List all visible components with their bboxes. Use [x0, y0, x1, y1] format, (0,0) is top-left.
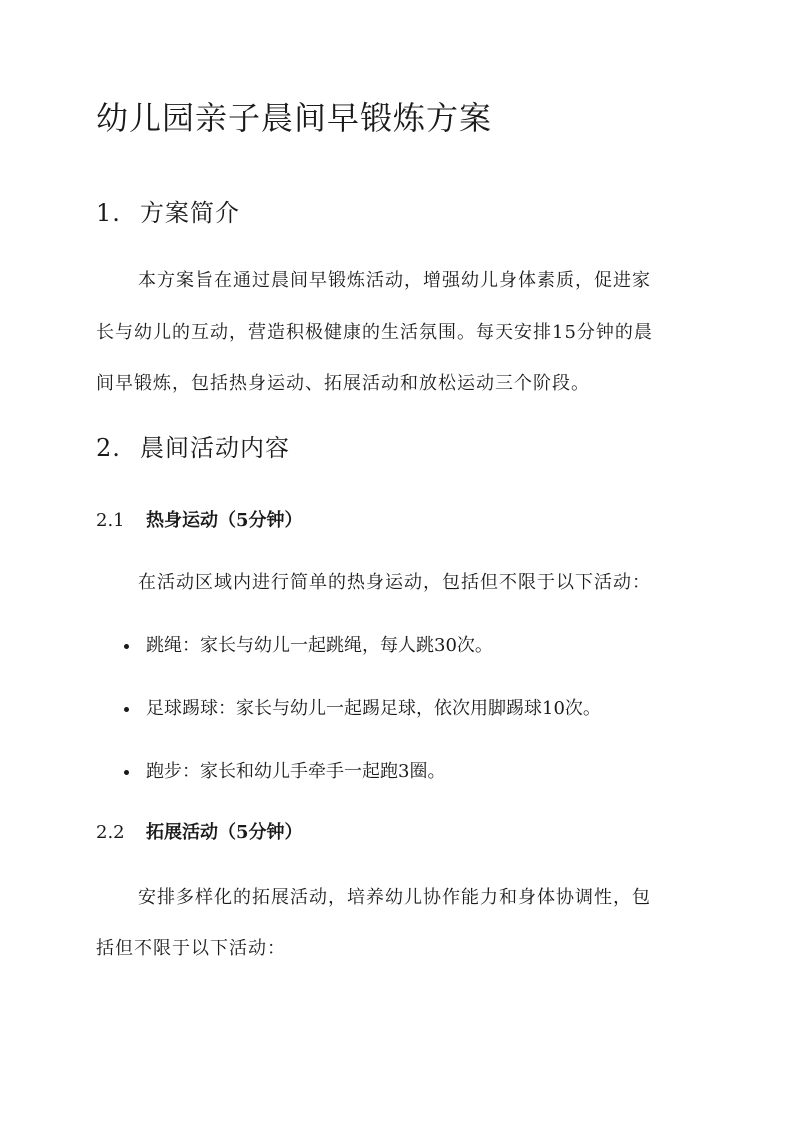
list-item	[146, 696, 601, 722]
bullet-icon	[124, 770, 129, 775]
document-title: 幼儿园亲子晨间早锻炼方案	[96, 99, 493, 137]
paragraph-line: 长与幼儿的互动，营造积极健康的生活氛围。每天安排15分钟的晨	[96, 322, 653, 343]
subsection-heading-text: 拓展活动（5分钟）	[146, 822, 303, 843]
subsection-heading-text: 热身运动（5分钟）	[146, 510, 303, 531]
paragraph-line: 安排多样化的拓展活动，培养幼儿协作能力和身体协调性，包	[138, 887, 651, 908]
section-heading-text: 晨间活动内容	[140, 434, 290, 462]
bullet-icon	[124, 707, 129, 712]
paragraph-line: 本方案旨在通过晨间早锻炼活动，增强幼儿身体素质，促进家	[138, 270, 651, 291]
section-heading-2	[96, 431, 290, 465]
paragraph-line: 间早锻炼，包括热身运动、拓展活动和放松运动三个阶段。	[96, 373, 590, 394]
subsection-heading-2-2	[96, 820, 303, 846]
section-heading-text: 方案简介	[140, 199, 240, 227]
list-item-text: 足球踢球：家长与幼儿一起踢足球，依次用脚踢球10次。	[146, 698, 601, 719]
section-heading-1	[96, 196, 240, 230]
subsection-number: 2.2	[96, 822, 125, 843]
list-item	[146, 633, 493, 659]
subsection-heading-2-1	[96, 508, 303, 534]
section-number: 2.	[96, 434, 121, 462]
section-number: 1.	[96, 199, 121, 227]
subsection-number: 2.1	[96, 510, 125, 531]
list-item-text: 跳绳：家长与幼儿一起跳绳，每人跳30次。	[146, 635, 493, 656]
list-item-text: 跑步：家长和幼儿手牵手一起跑3圈。	[146, 761, 446, 782]
list-item	[146, 759, 445, 785]
paragraph-line: 在活动区域内进行简单的热身运动，包括但不限于以下活动：	[138, 572, 651, 593]
paragraph-line: 括但不限于以下活动：	[96, 938, 286, 959]
bullet-icon	[124, 644, 129, 649]
